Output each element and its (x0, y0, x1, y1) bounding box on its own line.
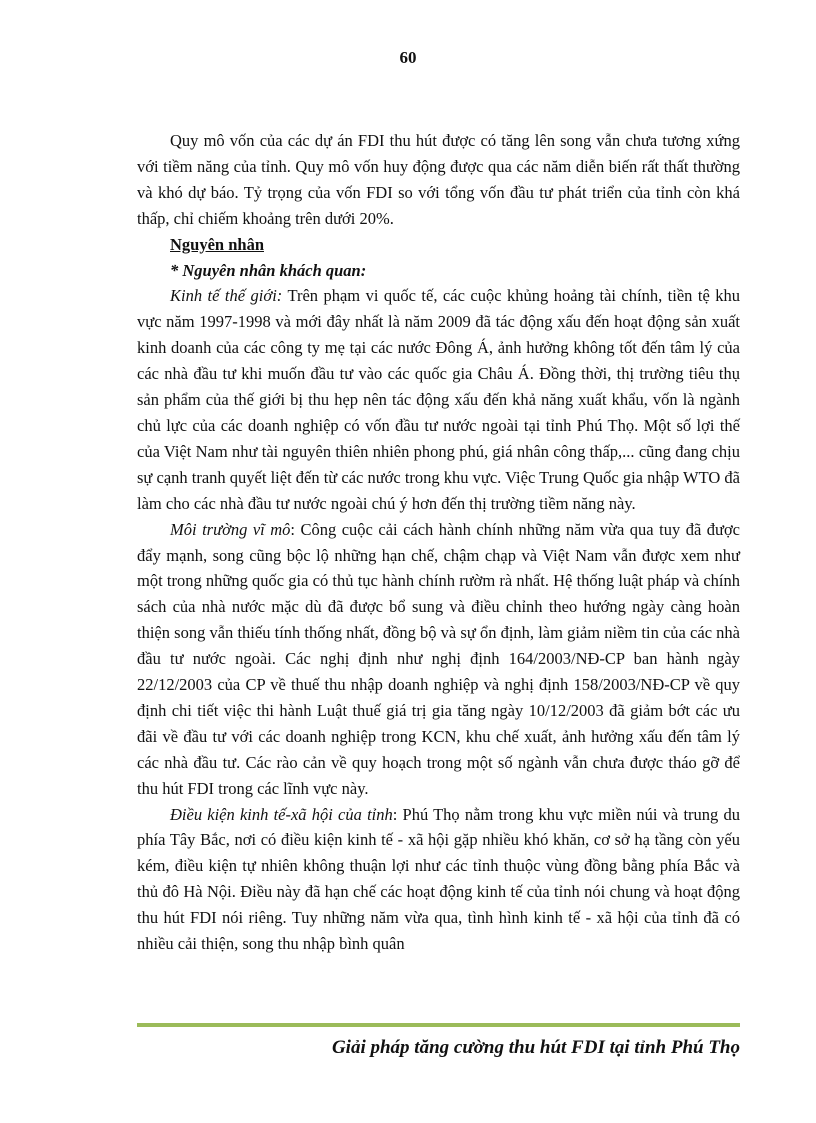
paragraph-lead: Môi trường vĩ mô (170, 519, 291, 539)
section-subheading: * Nguyên nhân khách quan: (170, 260, 367, 280)
document-body (137, 128, 740, 957)
footer-title: Giải pháp tăng cường thu hút FDI tại tỉnh Phú Thọ (331, 1037, 740, 1058)
paragraph-text: : Công cuộc cải cách hành chính những năm vừa qua tuy đã được đẩy mạnh, song cũng bộc lộ những hạn chế, chậm chạp và Việt Nam vẫn được xem như một trong những quốc gia có thủ tục hành chính rườm rà nhất. Hệ thống luật pháp và chính sách của nhà nước mặc dù đã được bổ sung và điều chỉnh theo hướng ngày càng hoàn thiện song vẫn thiếu tính thống nhất, đồng bộ và sự ổn định, làm giảm niềm tin của các nhà đầu tư nước ngoài. Các nghị định như nghị định 164/2003/NĐ-CP ban hành ngày 22/12/2003 của CP về thuế thu nhập doanh nghiệp và nghị định 158/2003/NĐ-CP về quy định chi tiết việc thi hành Luật thuế giá trị gia tăng ngày 10/12/2003 đã giảm bớt các ưu đãi về đầu tư với các doanh nghiệp trong KCN, khu chế xuất, ảnh hưởng xấu đến tâm lý các nhà đầu tư. Các rào cản về quy hoạch trong một số ngành vẫn chưa được tháo gỡ để thu hút FDI trong các lĩnh vực này. (137, 519, 740, 798)
paragraph-text: : Phú Thọ nằm trong khu vực miền núi và trung du phía Tây Bắc, nơi có điều kiện kinh tế - xã hội gặp nhiều khó khăn, cơ sở hạ tầng còn yếu kém, điều kiện tự nhiên không thuận lợi như các tỉnh thuộc vùng đồng bằng phía Bắc và thủ đô Hà Nội. Điều này đã hạn chế các hoạt động kinh tế của tỉnh nói chung và hoạt động thu hút FDI nói riêng. Tuy những năm vừa qua, tình hình kinh tế - xã hội của tỉnh đã có nhiều cải thiện, song thu nhập bình quân (137, 804, 740, 954)
section-heading: Nguyên nhân (170, 234, 264, 254)
intro-paragraph: Quy mô vốn của các dự án FDI thu hút được có tăng lên song vẫn chưa tương xứng với tiềm năng của tỉnh. Quy mô vốn huy động được qua các năm diễn biến rất thất thường và khó dự báo. Tỷ trọng của vốn FDI so với tổng vốn đầu tư phát triển của tỉnh còn khá thấp, chỉ chiếm khoảng trên dưới 20%. (137, 131, 740, 228)
footer-divider (137, 1023, 740, 1027)
paragraph-text: Trên phạm vi quốc tế, các cuộc khủng hoảng tài chính, tiền tệ khu vực năm 1997-1998 và mới đây nhất là năm 2009 đã tác động xấu đến hoạt động sản xuất kinh doanh của các công ty mẹ tại các nước Đông Á, ảnh hưởng không tốt đến tâm lý của các nhà đầu tư khi muốn đầu tư vào các quốc gia Châu Á. Đồng thời, thị trường tiêu thụ sản phẩm của thế giới bị thu hẹp nên tác động xấu đến khả năng xuất khẩu, vốn là ngành chủ lực của các doanh nghiệp có vốn đầu tư nước ngoài tại tỉnh Phú Thọ. Một số lợi thế của Việt Nam như tài nguyên thiên nhiên phong phú, giá nhân công thấp,... cũng đang chịu sự cạnh tranh quyết liệt đến từ các nước trong khu vực. Việc Trung Quốc gia nhập WTO đã làm cho các nhà đầu tư nước ngoài chú ý hơn đến thị trường tiềm năng này. (137, 286, 741, 513)
paragraph-province-conditions (137, 802, 740, 957)
page-number: 60 (399, 48, 417, 67)
paragraph-world-economy (137, 283, 740, 516)
paragraph-lead: Điều kiện kinh tế-xã hội của tỉnh (170, 804, 393, 824)
paragraph-lead: Kinh tế thế giới: (170, 286, 283, 306)
paragraph-macro-environment (137, 517, 740, 802)
